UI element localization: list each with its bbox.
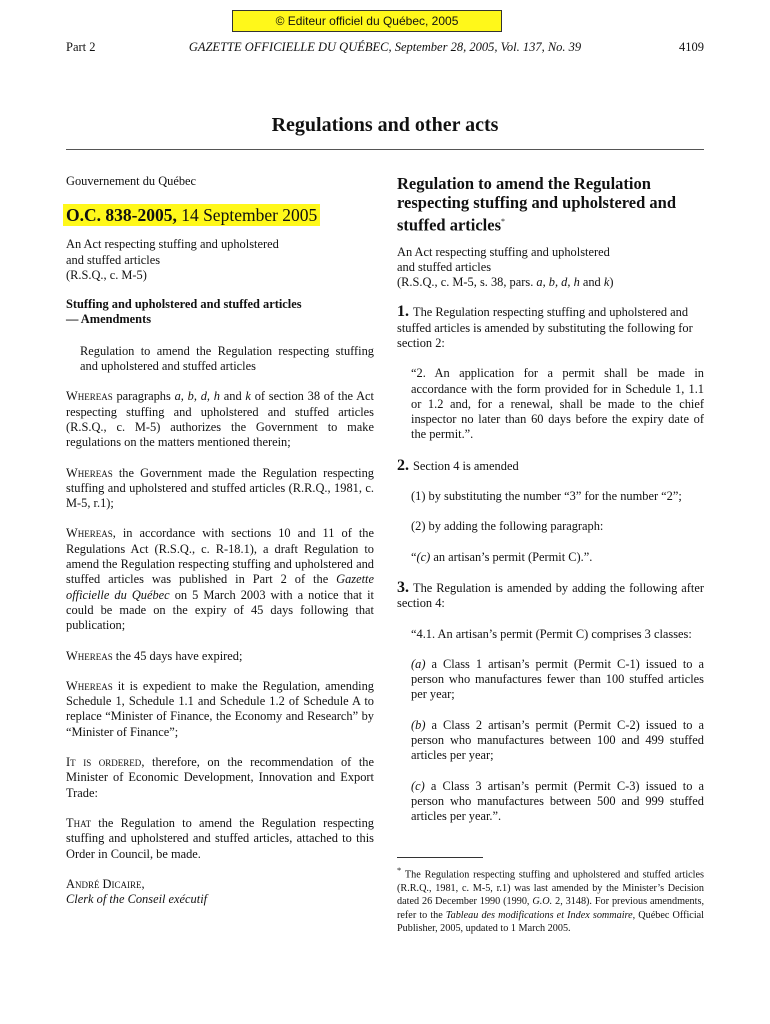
- footnote-star: *: [397, 864, 402, 875]
- page-number: 4109: [679, 40, 704, 54]
- ordered-text: , therefore, on the recommendation of the Minister of Economic Development, Innovation and Export Trade:: [66, 755, 374, 800]
- whereas-1-text-b: of section 38 of the Act respecting stuffing and upholstered and stuffed articles (R.S.Q., c. M-5) authorizes the Government to make regulations on the matters mentioned therein;: [66, 389, 374, 450]
- class-a: [397, 657, 704, 703]
- class-b-text: a Class 2 artisan’s permit (Permit C-2) issued to a person who manufactures between 100 and 499 stuffed articles per year;: [411, 717, 704, 763]
- act-line-2: and stuffed articles: [66, 252, 161, 267]
- government-label: Gouvernement du Québec: [66, 174, 197, 188]
- whereas-3-gazette: Gazette officielle du Québec: [66, 572, 374, 602]
- footnote-text-b: 2, 3148). For previous amendments, refer to the: [397, 896, 704, 921]
- whereas-5: [66, 679, 374, 740]
- signatory-title: [66, 892, 374, 907]
- part-label: Part 2: [66, 40, 96, 54]
- signatory-title-text: Clerk of the Conseil exécutif: [66, 892, 208, 907]
- section-2-item-1: (1) by substituting the number “3” for the number “2”;: [411, 489, 682, 504]
- oc-date: 14 September 2005: [176, 205, 318, 226]
- act-ref-letters: a, b, d, h: [536, 275, 580, 290]
- class-c-label: (c): [411, 778, 425, 793]
- whereas-1: [66, 389, 374, 450]
- regulation-title: [397, 174, 704, 235]
- section-4-1: “4.1. An artisan’s permit (Permit C) comprises 3 classes:: [411, 626, 692, 641]
- act-ref-a: (R.S.Q., c. M-5, s. 38, pars.: [397, 275, 537, 290]
- right-act-line-3: [397, 275, 704, 290]
- whereas-1-text-a: paragraphs: [112, 389, 175, 404]
- footnote-text-a: The Regulation respecting stuffing and upholstered and stuffed articles (R.R.Q., 1981, c. M-5, r.1) was last amended by the Minister’s Decision dated 26 December 1990 (1990,: [397, 868, 704, 908]
- signatory-name: André Dicaire,: [66, 876, 145, 891]
- footnote-tableau: Tableau des modifications et Index sommaire: [445, 909, 633, 921]
- whereas-3: [66, 526, 374, 633]
- copyright-banner: © Editeur officiel du Québec, 2005: [232, 10, 502, 32]
- it-is-ordered: [66, 755, 374, 801]
- act-line-3: (R.S.Q., c. M-5): [66, 267, 147, 282]
- class-b: [397, 718, 704, 764]
- whereas-4-text: the 45 days have expired;: [112, 648, 243, 663]
- right-act-line-1: An Act respecting stuffing and upholstered: [397, 244, 610, 259]
- whereas-3-text-a: , in accordance with sections 10 and 11 of the Regulations Act (R.S.Q., c. R-18.1), a draft Regulation to amend the Regulation respecting stuffing and upholstered and stuffed articles was published in Part 2 of the: [66, 526, 374, 587]
- section-2: [397, 458, 704, 474]
- whereas-5-text: it is expedient to make the Regulation, amending Schedule 1, Schedule 1.1 and Schedule 1.2 of Schedule A to replace “Minister of Finance, the Economy and Research” by “Minister of Finance”;: [66, 678, 374, 739]
- section-2-item-2: (2) by adding the following paragraph:: [411, 519, 604, 534]
- whereas-2-lead: Whereas: [66, 465, 113, 480]
- quote-open: “: [411, 549, 417, 564]
- section-3: [397, 580, 704, 612]
- class-a-text: a Class 1 artisan’s permit (Permit C-1) issued to a person who manufactures fewer than 100 stuffed articles per year;: [411, 656, 704, 702]
- footnote-divider: [397, 857, 483, 858]
- that-clause: [66, 816, 374, 862]
- section-1: [397, 304, 704, 351]
- footnote: [397, 864, 704, 936]
- order-in-council-number: [66, 203, 374, 227]
- section-1-text: The Regulation respecting stuffing and upholstered and stuffed articles is amended by substituting the following for section 2:: [397, 305, 693, 350]
- whereas-3-text-b: on 5 March 2003 with a notice that it could be made on the expiry of 45 days following that publication;: [66, 587, 374, 633]
- section-2-quote: [397, 550, 704, 565]
- ordered-lead: It is ordered: [66, 755, 142, 770]
- footnote-go: G.O.: [532, 896, 553, 908]
- section-2-text: Section 4 is amended: [413, 458, 519, 473]
- whereas-4: [66, 649, 374, 664]
- act-ref-close: ): [609, 275, 614, 290]
- quote-letter: (c): [416, 549, 431, 564]
- footnote-text-c: , Québec Official Publisher, 2005, updated to 1 March 2005.: [397, 909, 704, 935]
- act-ref-k: k: [603, 275, 610, 290]
- subject-line-2: — Amendments: [66, 312, 152, 327]
- act-line-1: An Act respecting stuffing and upholstered: [66, 237, 279, 252]
- whereas-1-k: k: [245, 389, 251, 404]
- section-1-quote: “2. An application for a permit shall be made in accordance with the form provided for in Schedule 1, 1.1 or 1.2 and, for a renewal, shall be made to the chief inspector no later than 60 days before the expiry date of the permit.”.: [411, 366, 704, 442]
- right-column: [397, 174, 704, 936]
- title-divider: [66, 149, 704, 150]
- regulation-title-text: Regulation to amend the Regulation respecting stuffing and upholstered and stuffed articles: [397, 174, 677, 235]
- class-c-text: a Class 3 artisan’s permit (Permit C-3) issued to a person who manufactures between 500 and 999 stuffed articles per year.”.: [411, 778, 704, 824]
- class-b-label: (b): [411, 717, 426, 732]
- quote-text: an artisan’s permit (Permit C).”.: [430, 549, 593, 564]
- whereas-4-lead: Whereas: [66, 648, 113, 663]
- act-ref-and: and: [579, 275, 604, 290]
- whereas-1-lead: Whereas: [66, 389, 113, 404]
- that-lead: That: [66, 815, 92, 830]
- section-title: Regulations and other acts: [271, 114, 499, 136]
- subject-line-1: Stuffing and upholstered and stuffed articles: [66, 297, 302, 312]
- regulation-intro: Regulation to amend the Regulation respecting stuffing and upholstered and stuffed articles: [80, 343, 374, 374]
- section-3-number: 3.: [397, 578, 409, 596]
- section-2-number: 2.: [397, 456, 409, 474]
- whereas-3-lead: Whereas: [66, 526, 113, 541]
- whereas-5-lead: Whereas: [66, 678, 113, 693]
- left-column: [66, 174, 374, 907]
- oc-highlight: [63, 204, 320, 226]
- footnote-marker: *: [501, 217, 506, 226]
- oc-number: O.C. 838-2005,: [66, 205, 177, 226]
- whereas-1-letters: a, b, d, h: [174, 389, 220, 404]
- section-3-text: The Regulation is amended by adding the following after section 4:: [397, 580, 704, 611]
- whereas-2-text: the Government made the Regulation respecting stuffing and upholstered and stuffed articles (R.R.Q., 1981, c. M-5, r.1);: [66, 465, 374, 511]
- that-text: the Regulation to amend the Regulation respecting stuffing and upholstered and stuffed articles, attached to this Order in Council, be made.: [66, 815, 374, 861]
- class-a-label: (a): [411, 656, 426, 671]
- whereas-2: [66, 466, 374, 512]
- whereas-1-and: and: [219, 389, 246, 404]
- section-1-number: 1.: [397, 303, 409, 321]
- right-act-line-2: and stuffed articles: [397, 259, 492, 274]
- class-c: [397, 779, 704, 825]
- gazette-title: GAZETTE OFFICIELLE DU QUÉBEC, September 28, 2005, Vol. 137, No. 39: [188, 40, 582, 54]
